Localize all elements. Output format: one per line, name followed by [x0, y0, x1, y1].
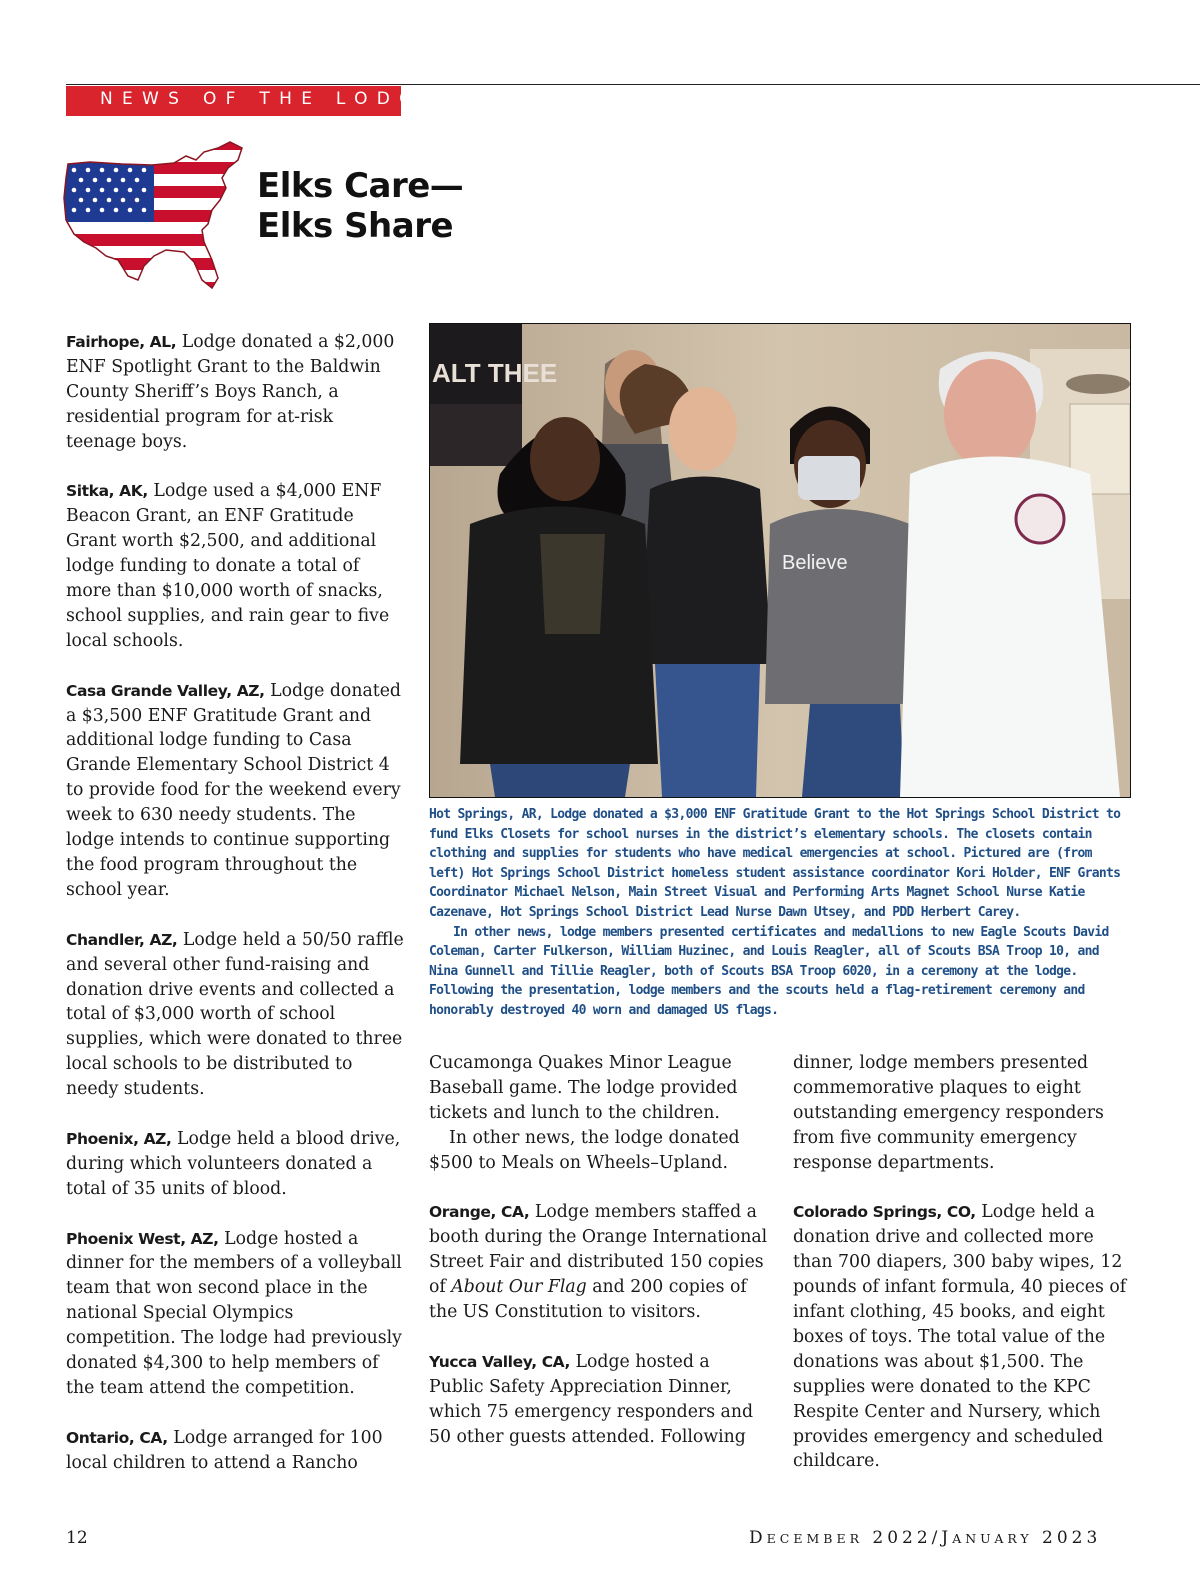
entry-casa-grande [66, 679, 406, 903]
entry-phoenix [66, 1127, 406, 1202]
issue-year-1: 2022/ [862, 1528, 942, 1548]
issue-month-1-rest: ECEMBER [766, 1531, 863, 1546]
section-banner [66, 86, 462, 116]
photo-sign-text: ALT THEE [432, 358, 558, 388]
caption-text: Lodge donated a $3,000 ENF Gratitude Grant to the Hot Springs School District to fund Elks Closets for school nurses in the district’s elementary schools. The closets contain clothing and supplies for students who have medical emergencies at school. Pictured are (from left) Hot Springs School District homeless student assistance coordinator Kori Holder, ENF Grants Coordinator Michael Nelson, Main Street Visual and Performing Arts Magnet School Nurse Katie Cazenave, Hot Springs School District Lead Nurse Dawn Utsey, and PDD Herbert Carey. [429, 807, 1121, 920]
publication-title: About Our Flag [451, 1277, 587, 1298]
photo-shirt-text: Believe [782, 552, 848, 574]
entry-colorado-springs [793, 1200, 1133, 1474]
entry-place: Phoenix, AZ, [66, 1129, 172, 1148]
entry-text: Lodge held a 50/50 raffle and several other fund-raising and donation drive events and collected a total of $3,000 worth of school supplies, which were donated to three local schools to be distributed to needy students. [66, 929, 404, 1100]
entry-text: Lodge hosted a Public Safety Appreciation Dinner, which 75 emergency responders and 50 other guests attended. Following [429, 1351, 754, 1447]
entry-place: Fairhope, AL, [66, 333, 177, 351]
entry-place: Sitka, AK, [66, 482, 148, 501]
column-1 [66, 330, 406, 1476]
entry-text: Lodge held a donation drive and collected more than 700 diapers, 300 baby wipes, 12 pounds of infant formula, 40 pieces of infant clothing, 45 books, and eight boxes of toys. The total value of the donations was about $1,500. The supplies were donated to the KPC Respite Center and Nursery, which provides emergency and scheduled childcare. [793, 1202, 1127, 1472]
photo-caption [429, 805, 1131, 1021]
issue-month-2-initial: J [941, 1528, 953, 1548]
lodge-group-photo [429, 323, 1131, 798]
column-3 [793, 1051, 1133, 1474]
entry-place: Phoenix West, AZ, [66, 1229, 219, 1248]
entry-phoenix-west [66, 1227, 406, 1401]
entry-text: Lodge hosted a dinner for the members of a volleyball team that won second place in the national Special Olympics competition. The lodge had previously donated $4,300 to help members of the team attend the competition. [66, 1228, 402, 1398]
issue-month-1-initial: D [749, 1528, 767, 1548]
entry-text: Lodge members staffed a booth during the Orange International Street Fair and distributed 150 copies of [429, 1202, 768, 1298]
entry-yucca-valley [429, 1350, 769, 1450]
section-label: NEWS OF THE LODGES [100, 89, 462, 109]
entry-place: Ontario, CA, [66, 1428, 168, 1447]
issue-date [749, 1528, 1101, 1548]
entry-place: Chandler, AZ, [66, 930, 178, 949]
entry-text: Lodge held a blood drive, during which volunteers donated a total of 35 units of blood. [66, 1128, 401, 1199]
issue-year-2: 2023 [1032, 1528, 1102, 1548]
caption-paragraph-1 [429, 805, 1131, 923]
entry-chandler [66, 928, 406, 1102]
entry-text: Lodge donated a $2,000 ENF Spotlight Grant to the Baldwin County Sheriff’s Boys Ranch, a residential program for at-risk teenage boys. [66, 332, 395, 452]
column-2 [429, 1051, 769, 1449]
entry-yucca-valley-continued: dinner, lodge members presented commemorative plaques to eight outstanding emergency responders from five community emergency response departments. [793, 1053, 1104, 1173]
group-photo-image [430, 324, 1130, 797]
entry-text: Lodge used a $4,000 ENF Beacon Grant, an ENF Gratitude Grant worth $2,500, and additional lodge funding to donate a total of more than $10,000 worth of snacks, school supplies, and rain gear to five local schools. [66, 481, 390, 651]
caption-paragraph-2: In other news, lodge members presented certificates and medallions to new Eagle Scouts David Coleman, Carter Fulkerson, William Huzinec, and Louis Reagler, all of Scouts BSA Troop 10, and Nina Gunnell and Tillie Reagler, both of Scouts BSA Troop 6020, in a ceremony at the lodge. Following the presentation, lodge members and the scouts held a flag-retirement ceremony and honorably destroyed 40 worn and damaged US flags. [429, 924, 1109, 1018]
us-flag-map-icon [62, 138, 244, 292]
entry-text: Lodge arranged for 100 local children to attend a Rancho [66, 1427, 383, 1473]
entry-ontario-news: In other news, the lodge donated $500 to Meals on Wheels–Upland. [429, 1127, 740, 1173]
entry-place: Colorado Springs, CO, [793, 1203, 976, 1222]
entry-orange [429, 1200, 769, 1325]
entry-sitka [66, 479, 406, 653]
article-title [257, 166, 463, 246]
caption-place: Hot Springs, AR, [429, 807, 544, 822]
entry-ontario-continued: Cucamonga Quakes Minor League Baseball game. The lodge provided tickets and lunch to the children. [429, 1053, 738, 1123]
entry-text: and 200 copies of the US Constitution to visitors. [429, 1277, 747, 1323]
page-number: 12 [66, 1528, 88, 1548]
entry-place: Yucca Valley, CA, [429, 1352, 571, 1371]
entry-ontario [66, 1426, 406, 1476]
header-rule [66, 84, 1200, 85]
title-line-2: Elks Share [257, 206, 454, 246]
entry-place: Casa Grande Valley, AZ, [66, 681, 265, 700]
title-line-1: Elks Care— [257, 166, 464, 206]
entry-place: Orange, CA, [429, 1203, 530, 1222]
entry-text: Lodge donated a $3,500 ENF Gratitude Grant and additional lodge funding to Casa Grande Elementary School District 4 to provide food for the weekend every week to 630 needy students. The lodge intends to continue supporting the food program throughout the school year. [66, 680, 401, 900]
issue-month-2-rest: ANUARY [952, 1531, 1033, 1546]
entry-fairhope [66, 330, 406, 455]
